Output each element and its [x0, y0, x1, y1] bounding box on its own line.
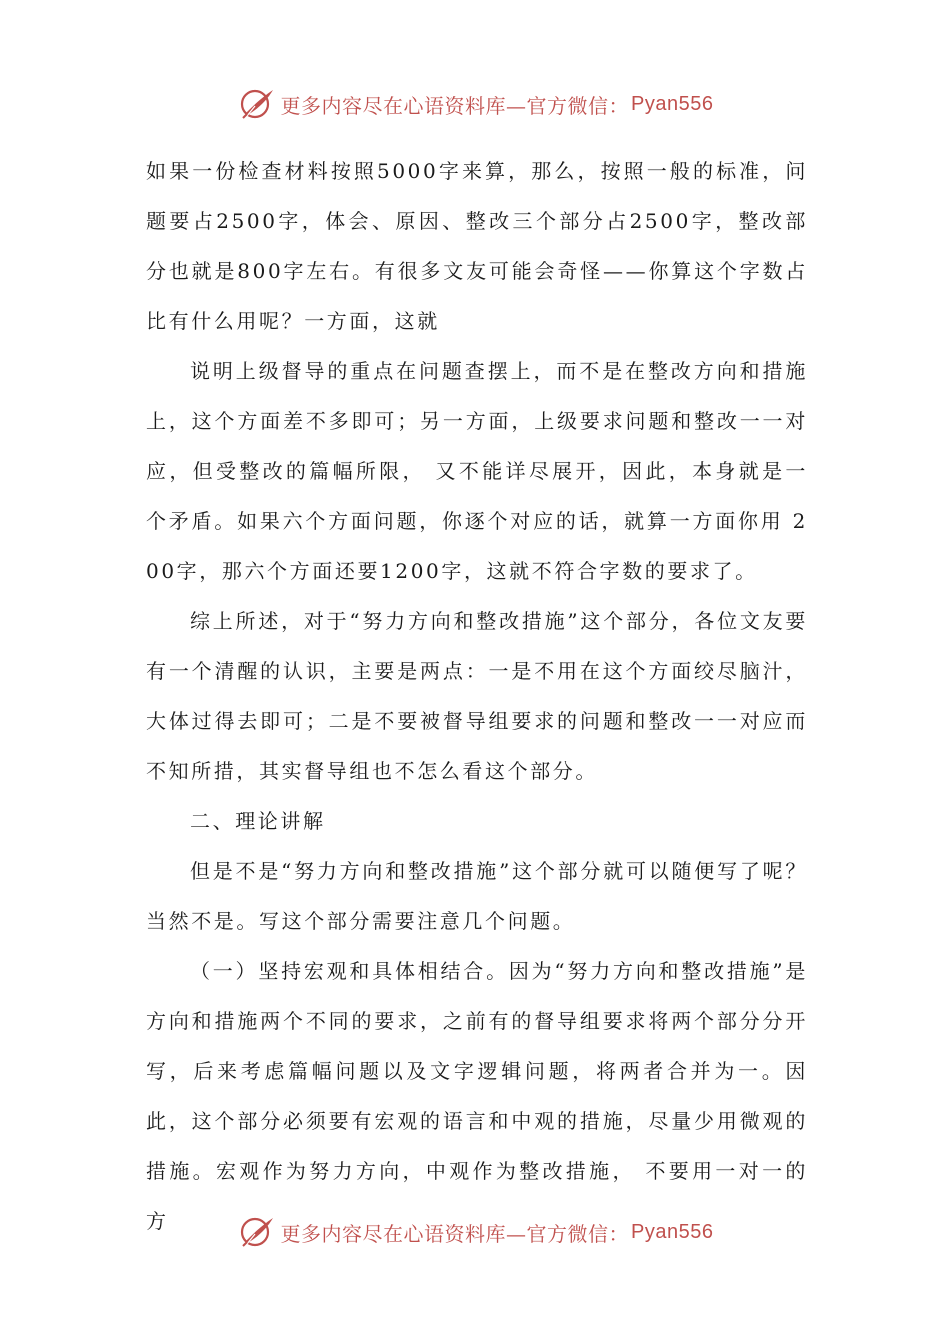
banner-text: 更多内容尽在心语资料库—官方微信： [280, 1221, 630, 1246]
paragraph: （一）坚持宏观和具体相结合。因为“努力方向和整改措施”是方向和措施两个不同的要求，之前有的督导组要求将两个部分分开写，后来考虑篇幅问题以及文字逻辑问题，将两者合并为一。因此，这个部分必须要有宏观的语言和中观的措施，尽量少用微观的措施。宏观作为努力方向，中观作为整改措施， 不要用一对一的方 [146, 959, 808, 1233]
quill-pen-logo-icon [237, 1212, 277, 1252]
quill-pen-logo-icon [237, 84, 277, 124]
footer-banner [0, 1210, 950, 1254]
paragraph: 综上所述，对于“努力方向和整改措施”这个部分，各位文友要有一个清醒的认识，主要是两点：一是不用在这个方面绞尽脑汁，大体过得去即可；二是不要被督导组要求的问题和整改一一对应而不知所措，其实督导组也不怎么看这个部分。 [146, 609, 808, 783]
wechat-id: Pyan556 [631, 92, 714, 115]
wechat-id: Pyan556 [631, 1220, 714, 1243]
paragraph: 但是不是“努力方向和整改措施”这个部分就可以随便写了呢？当然不是。写这个部分需要注意几个问题。 [146, 859, 808, 933]
paragraph: 如果一份检查材料按照5000字来算，那么，按照一般的标准，问题要占2500字，体会、原因、整改三个部分占2500字，整改部分也就是800字左右。有很多文友可能会奇怪——你算这个字数占比有什么用呢？一方面，这就 [146, 159, 808, 333]
paragraph: 说明上级督导的重点在问题查摆上，而不是在整改方向和措施上，这个方面差不多即可；另一方面，上级要求问题和整改一一对应，但受整改的篇幅所限， 又不能详尽展开，因此，本身就是一个矛盾。如果六个方面问题，你逐个对应的话，就算一方面你用 200字，那六个方面还要1200字，这就不符合字数的要求了。 [146, 359, 808, 583]
header-banner [0, 82, 950, 126]
document-body [146, 146, 808, 1246]
banner-text: 更多内容尽在心语资料库—官方微信： [280, 93, 630, 118]
section-heading: 二、理论讲解 [190, 809, 326, 833]
